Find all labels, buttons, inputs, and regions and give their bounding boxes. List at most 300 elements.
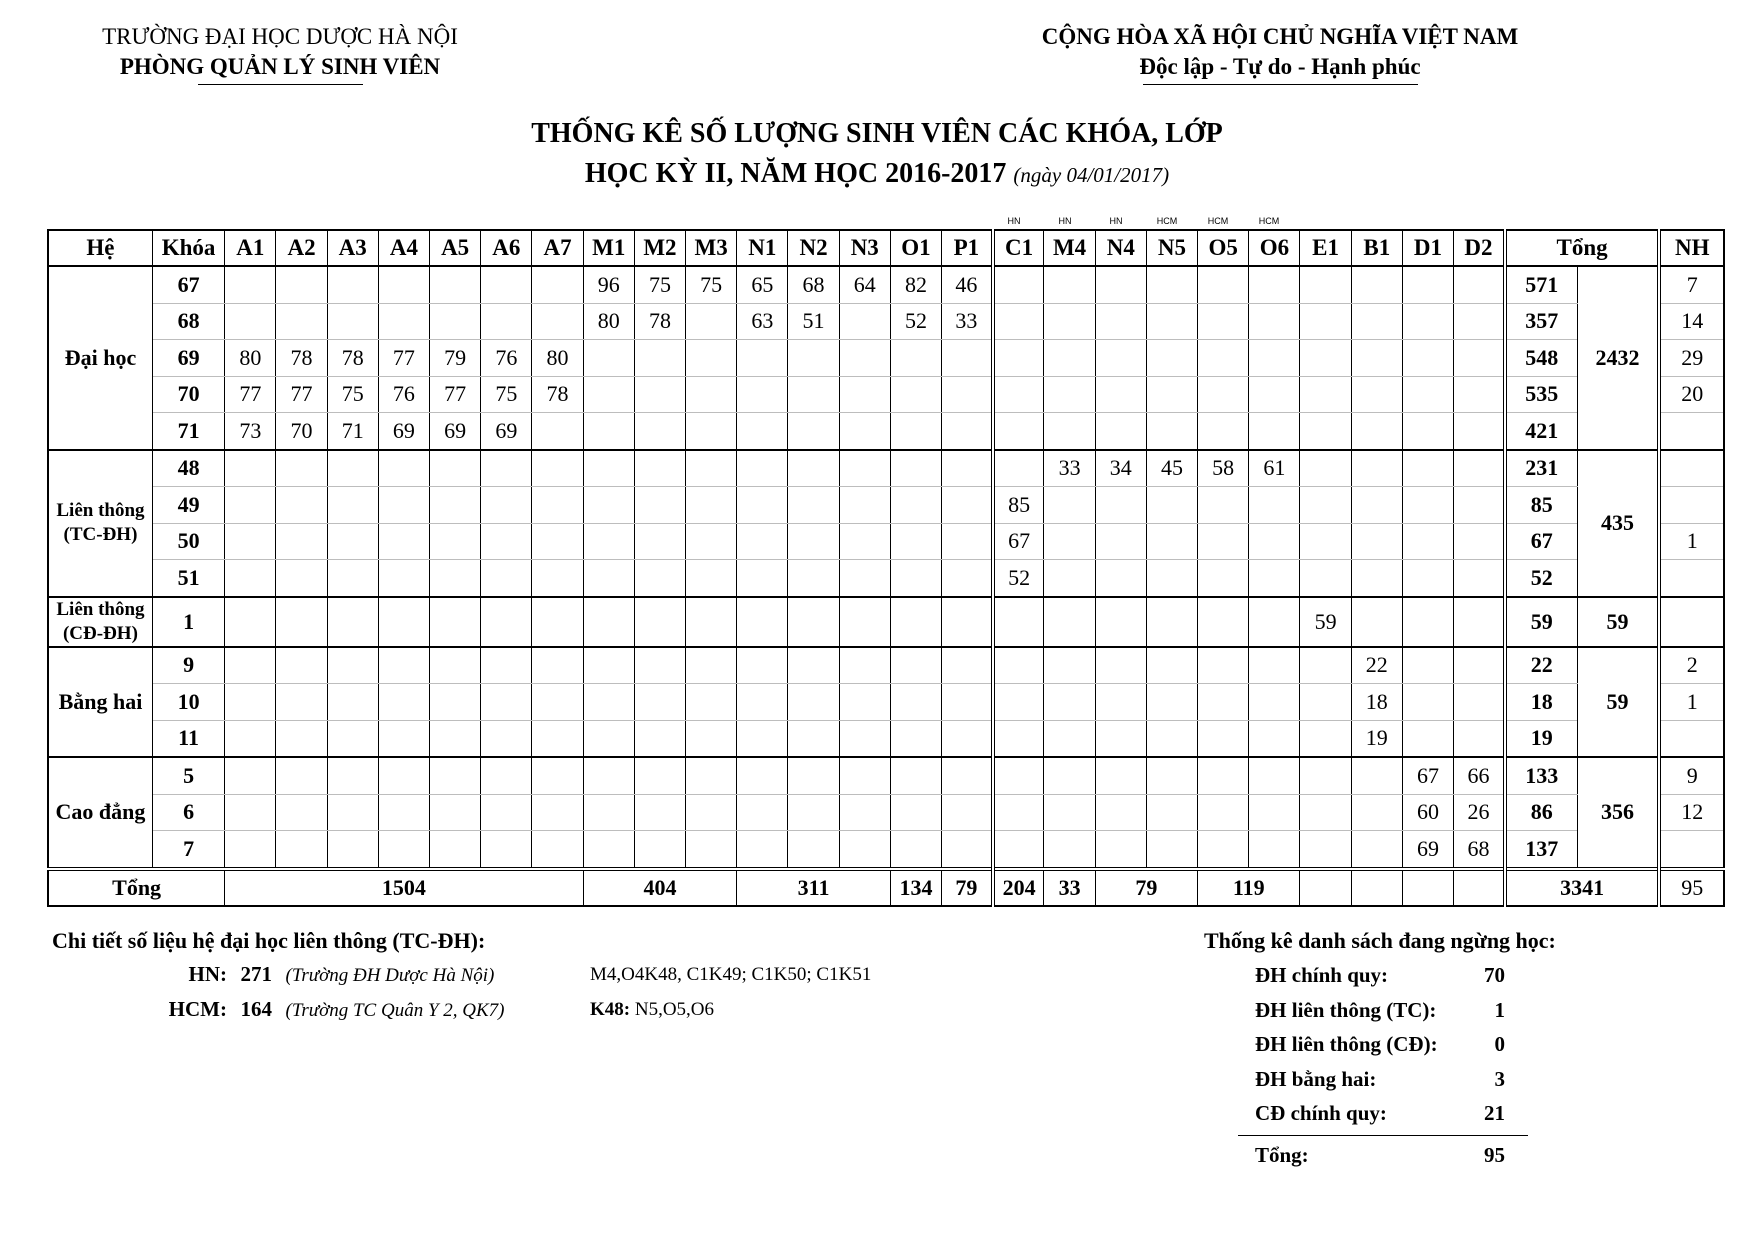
class-count-cell xyxy=(942,376,993,413)
class-count-cell: 65 xyxy=(737,266,788,303)
class-count-cell xyxy=(276,266,327,303)
class-count-cell xyxy=(1044,720,1095,757)
column-header: M4 xyxy=(1044,230,1095,266)
class-count-cell xyxy=(327,523,378,560)
class-count-cell xyxy=(788,720,839,757)
class-count-cell xyxy=(1198,523,1249,560)
class-count-cell xyxy=(225,303,276,340)
row-total-cell: 85 xyxy=(1505,487,1577,524)
class-count-cell xyxy=(378,523,429,560)
campus-label: HN xyxy=(1109,216,1123,226)
class-count-cell xyxy=(378,794,429,831)
class-count-cell xyxy=(1198,340,1249,377)
stopped-count-cell: 2 xyxy=(1659,647,1724,684)
class-count-cell xyxy=(1095,720,1146,757)
stopped-total-value: 95 xyxy=(1484,1143,1505,1167)
class-count-cell xyxy=(890,560,941,597)
class-count-cell xyxy=(481,597,532,647)
class-count-cell xyxy=(634,720,685,757)
column-header: N1 xyxy=(737,230,788,266)
class-count-cell xyxy=(1044,560,1095,597)
cohort-cell: 6 xyxy=(152,794,224,831)
stopped-value: 3 xyxy=(1494,1066,1505,1091)
class-count-cell xyxy=(532,794,583,831)
class-count-cell xyxy=(942,757,993,794)
stopped-value: 0 xyxy=(1494,1032,1505,1056)
table-header-row xyxy=(48,230,1724,266)
national-header xyxy=(990,22,1570,85)
class-count-cell xyxy=(686,560,737,597)
class-count-cell xyxy=(788,647,839,684)
class-count-cell xyxy=(430,757,481,794)
class-count-cell xyxy=(1300,794,1351,831)
class-count-cell xyxy=(1095,303,1146,340)
class-count-cell xyxy=(378,684,429,721)
class-count-cell xyxy=(890,831,941,869)
class-count-cell: 77 xyxy=(276,376,327,413)
table-row xyxy=(48,266,1724,303)
class-count-cell xyxy=(1146,720,1197,757)
table-row xyxy=(48,487,1724,524)
class-count-cell xyxy=(532,684,583,721)
class-count-cell xyxy=(634,376,685,413)
class-count-cell xyxy=(686,303,737,340)
column-header: O5 xyxy=(1198,230,1249,266)
class-count-cell xyxy=(276,303,327,340)
column-header: N3 xyxy=(839,230,890,266)
class-count-cell xyxy=(1198,794,1249,831)
column-header: Tổng xyxy=(1505,230,1660,266)
class-count-cell xyxy=(788,450,839,487)
class-count-cell xyxy=(1146,340,1197,377)
class-count-cell: 34 xyxy=(1095,450,1146,487)
class-count-cell xyxy=(276,523,327,560)
column-header: Khóa xyxy=(152,230,224,266)
class-count-cell xyxy=(1351,413,1402,450)
class-count-cell xyxy=(1198,597,1249,647)
class-count-cell: 61 xyxy=(1249,450,1300,487)
class-count-cell xyxy=(225,560,276,597)
class-count-cell xyxy=(839,757,890,794)
class-count-cell xyxy=(327,794,378,831)
class-count-cell xyxy=(737,340,788,377)
class-count-cell xyxy=(942,413,993,450)
class-count-cell xyxy=(686,831,737,869)
class-count-cell xyxy=(1198,303,1249,340)
stopped-count-cell: 29 xyxy=(1659,340,1724,377)
class-count-cell xyxy=(430,303,481,340)
class-count-cell xyxy=(993,757,1044,794)
class-count-cell xyxy=(942,794,993,831)
class-count-cell: 64 xyxy=(839,266,890,303)
class-count-cell xyxy=(1249,303,1300,340)
class-count-cell xyxy=(1402,266,1453,303)
total-empty-cell xyxy=(1454,869,1505,906)
column-header: A7 xyxy=(532,230,583,266)
class-count-cell xyxy=(1198,720,1249,757)
class-count-cell xyxy=(532,647,583,684)
table-row xyxy=(48,340,1724,377)
class-count-cell xyxy=(1351,794,1402,831)
class-count-cell xyxy=(634,523,685,560)
cohort-cell: 67 xyxy=(152,266,224,303)
notes-heading: Chi tiết số liệu hệ đại học liên thông (TC-ĐH): xyxy=(52,928,486,953)
class-count-cell xyxy=(583,413,634,450)
stopped-count-cell xyxy=(1659,831,1724,869)
class-count-cell xyxy=(942,450,993,487)
class-count-cell xyxy=(276,757,327,794)
column-header: C1 xyxy=(993,230,1044,266)
class-count-cell xyxy=(1402,523,1453,560)
class-count-cell: 68 xyxy=(1454,831,1505,869)
class-count-cell xyxy=(788,376,839,413)
program-type-cell: Đại học xyxy=(48,266,152,450)
class-count-cell xyxy=(788,523,839,560)
note-label: HCM: xyxy=(168,997,227,1021)
class-count-cell xyxy=(890,413,941,450)
class-count-cell xyxy=(378,597,429,647)
class-count-cell xyxy=(737,831,788,869)
column-header: A6 xyxy=(481,230,532,266)
class-count-cell xyxy=(890,450,941,487)
row-total-cell: 67 xyxy=(1505,523,1577,560)
class-count-cell xyxy=(481,720,532,757)
class-count-cell xyxy=(276,794,327,831)
class-count-cell xyxy=(1146,523,1197,560)
class-count-cell xyxy=(737,487,788,524)
class-count-cell xyxy=(583,450,634,487)
table-row xyxy=(48,413,1724,450)
class-count-cell: 52 xyxy=(890,303,941,340)
class-count-cell xyxy=(788,560,839,597)
class-count-cell xyxy=(1044,303,1095,340)
stopped-total xyxy=(1255,1143,1505,1168)
note-value: 271 xyxy=(240,962,272,986)
class-count-cell: 77 xyxy=(225,376,276,413)
column-header: N5 xyxy=(1146,230,1197,266)
class-count-cell xyxy=(993,597,1044,647)
class-count-cell xyxy=(839,340,890,377)
class-count-cell xyxy=(1454,376,1505,413)
class-count-cell: 68 xyxy=(788,266,839,303)
total-empty-cell xyxy=(1351,869,1402,906)
class-count-cell xyxy=(686,794,737,831)
class-count-cell: 33 xyxy=(942,303,993,340)
row-total-cell: 133 xyxy=(1505,757,1577,794)
class-count-cell xyxy=(1351,757,1402,794)
note-classes-hn: M4,O4K48, C1K49; C1K50; C1K51 xyxy=(590,964,872,985)
class-count-cell xyxy=(327,684,378,721)
class-count-cell xyxy=(942,684,993,721)
column-header: M3 xyxy=(686,230,737,266)
class-count-cell xyxy=(1044,794,1095,831)
column-header: A5 xyxy=(430,230,481,266)
class-count-cell: 80 xyxy=(532,340,583,377)
class-count-cell xyxy=(1402,684,1453,721)
class-count-cell xyxy=(481,794,532,831)
class-count-cell xyxy=(1300,560,1351,597)
class-count-cell xyxy=(1454,413,1505,450)
class-count-cell xyxy=(1198,757,1249,794)
total-n4-n5-cell: 79 xyxy=(1095,869,1197,906)
class-count-cell xyxy=(327,831,378,869)
class-count-cell xyxy=(430,647,481,684)
class-count-cell xyxy=(378,647,429,684)
class-count-cell xyxy=(788,413,839,450)
class-count-cell xyxy=(890,376,941,413)
class-count-cell xyxy=(1402,647,1453,684)
total-m4-cell: 33 xyxy=(1044,869,1095,906)
class-count-cell: 78 xyxy=(327,340,378,377)
class-count-cell xyxy=(839,647,890,684)
class-count-cell xyxy=(1198,684,1249,721)
class-count-cell xyxy=(1351,831,1402,869)
class-count-cell xyxy=(1249,487,1300,524)
column-header: N2 xyxy=(788,230,839,266)
class-count-cell: 70 xyxy=(276,413,327,450)
class-count-cell xyxy=(1198,413,1249,450)
note-value: 164 xyxy=(240,997,272,1021)
class-count-cell xyxy=(1300,340,1351,377)
class-count-cell xyxy=(993,720,1044,757)
cohort-cell: 70 xyxy=(152,376,224,413)
class-count-cell xyxy=(1044,376,1095,413)
class-count-cell xyxy=(583,560,634,597)
class-count-cell xyxy=(686,376,737,413)
column-header: D2 xyxy=(1454,230,1505,266)
class-count-cell xyxy=(327,720,378,757)
table-row xyxy=(48,523,1724,560)
class-count-cell xyxy=(839,413,890,450)
table-row xyxy=(48,560,1724,597)
class-count-cell xyxy=(1044,266,1095,303)
class-count-cell xyxy=(378,450,429,487)
cohort-cell: 50 xyxy=(152,523,224,560)
class-count-cell: 78 xyxy=(532,376,583,413)
class-count-cell xyxy=(1300,757,1351,794)
class-count-cell xyxy=(890,647,941,684)
class-count-cell xyxy=(532,831,583,869)
class-count-cell xyxy=(1249,794,1300,831)
class-count-cell xyxy=(737,450,788,487)
class-count-cell xyxy=(737,413,788,450)
underline xyxy=(1143,84,1418,85)
class-count-cell: 69 xyxy=(430,413,481,450)
class-count-cell xyxy=(378,757,429,794)
total-a-group-cell: 1504 xyxy=(225,869,583,906)
cohort-cell: 48 xyxy=(152,450,224,487)
class-count-cell xyxy=(839,523,890,560)
class-count-cell xyxy=(430,487,481,524)
class-count-cell xyxy=(737,597,788,647)
class-count-cell xyxy=(481,560,532,597)
class-count-cell xyxy=(1044,831,1095,869)
stopped-row xyxy=(1255,963,1505,988)
stopped-row xyxy=(1255,1067,1505,1092)
class-count-cell xyxy=(993,413,1044,450)
cohort-cell: 68 xyxy=(152,303,224,340)
class-count-cell: 71 xyxy=(327,413,378,450)
group-total-cell: 356 xyxy=(1577,757,1659,869)
stopped-label: ĐH bằng hai: xyxy=(1255,1066,1377,1091)
class-count-cell xyxy=(942,340,993,377)
class-count-cell xyxy=(1146,684,1197,721)
class-count-cell xyxy=(276,647,327,684)
country-name: CỘNG HÒA XÃ HỘI CHỦ NGHĨA VIỆT NAM xyxy=(1041,24,1519,49)
class-count-cell xyxy=(378,303,429,340)
class-count-cell: 33 xyxy=(1044,450,1095,487)
class-count-cell xyxy=(276,487,327,524)
class-count-cell xyxy=(1146,831,1197,869)
stopped-count-cell: 12 xyxy=(1659,794,1724,831)
campus-label: HN xyxy=(1007,216,1021,226)
stopped-count-cell: 14 xyxy=(1659,303,1724,340)
column-header: O1 xyxy=(890,230,941,266)
class-count-cell: 52 xyxy=(993,560,1044,597)
school-header xyxy=(40,22,520,85)
class-count-cell xyxy=(1454,684,1505,721)
class-count-cell xyxy=(1146,597,1197,647)
cohort-cell: 69 xyxy=(152,340,224,377)
class-count-cell xyxy=(1351,523,1402,560)
class-count-cell xyxy=(276,720,327,757)
total-o5-o6-cell: 119 xyxy=(1198,869,1300,906)
class-count-cell xyxy=(1249,266,1300,303)
row-total-cell: 59 xyxy=(1505,597,1577,647)
class-count-cell xyxy=(890,523,941,560)
class-count-cell xyxy=(1249,757,1300,794)
class-count-cell xyxy=(1095,647,1146,684)
class-count-cell xyxy=(1249,413,1300,450)
class-count-cell xyxy=(942,647,993,684)
class-count-cell: 63 xyxy=(737,303,788,340)
total-n-group-cell: 311 xyxy=(737,869,891,906)
class-count-cell xyxy=(993,340,1044,377)
class-count-cell xyxy=(1095,560,1146,597)
column-header: O6 xyxy=(1249,230,1300,266)
class-count-cell xyxy=(1198,266,1249,303)
stopped-value: 70 xyxy=(1484,963,1505,987)
class-count-cell xyxy=(1095,794,1146,831)
class-count-cell xyxy=(1249,597,1300,647)
class-count-cell xyxy=(788,684,839,721)
row-total-cell: 548 xyxy=(1505,340,1577,377)
table-row xyxy=(48,684,1724,721)
class-count-cell xyxy=(327,266,378,303)
class-count-cell: 77 xyxy=(378,340,429,377)
stopped-label: ĐH liên thông (TC): xyxy=(1255,997,1437,1022)
class-count-cell xyxy=(1146,647,1197,684)
document-subtitle xyxy=(0,158,1754,190)
total-grand-total-cell: 3341 xyxy=(1505,869,1660,906)
cohort-cell: 9 xyxy=(152,647,224,684)
class-count-cell xyxy=(686,487,737,524)
group-total-cell: 59 xyxy=(1577,647,1659,758)
stopped-count-cell xyxy=(1659,720,1724,757)
class-count-cell xyxy=(225,597,276,647)
class-count-cell xyxy=(686,684,737,721)
total-c1-cell: 204 xyxy=(993,869,1044,906)
class-count-cell xyxy=(1300,720,1351,757)
class-count-cell xyxy=(225,831,276,869)
class-count-cell xyxy=(1351,303,1402,340)
class-count-cell xyxy=(1249,684,1300,721)
cohort-cell: 7 xyxy=(152,831,224,869)
class-count-cell xyxy=(839,597,890,647)
class-count-cell xyxy=(839,684,890,721)
class-count-cell xyxy=(1249,720,1300,757)
stopped-count-cell xyxy=(1659,560,1724,597)
class-count-cell xyxy=(839,560,890,597)
class-count-cell xyxy=(686,413,737,450)
row-total-cell: 535 xyxy=(1505,376,1577,413)
class-count-cell xyxy=(1044,597,1095,647)
class-count-cell xyxy=(737,647,788,684)
class-count-cell xyxy=(839,831,890,869)
class-count-cell xyxy=(1198,560,1249,597)
class-count-cell xyxy=(1044,487,1095,524)
table-row xyxy=(48,303,1724,340)
note-desc: (Trường ĐH Dược Hà Nội) xyxy=(285,965,495,986)
class-count-cell xyxy=(481,266,532,303)
column-header: B1 xyxy=(1351,230,1402,266)
class-count-cell xyxy=(890,340,941,377)
column-header: A4 xyxy=(378,230,429,266)
class-count-cell xyxy=(1351,560,1402,597)
class-count-cell xyxy=(993,647,1044,684)
class-count-cell xyxy=(890,757,941,794)
class-count-cell xyxy=(1249,560,1300,597)
class-count-cell xyxy=(1454,266,1505,303)
total-p1-cell: 79 xyxy=(942,869,993,906)
semester-label: HỌC KỲ II, NĂM HỌC 2016-2017 xyxy=(584,158,1007,189)
class-count-cell xyxy=(481,450,532,487)
class-count-cell xyxy=(430,831,481,869)
column-header: N4 xyxy=(1095,230,1146,266)
class-count-cell xyxy=(532,523,583,560)
class-count-cell xyxy=(1095,597,1146,647)
stopped-row xyxy=(1255,1101,1505,1126)
class-count-cell xyxy=(276,560,327,597)
class-count-cell xyxy=(378,831,429,869)
class-count-cell: 51 xyxy=(788,303,839,340)
document-title: THỐNG KÊ SỐ LƯỢNG SINH VIÊN CÁC KHÓA, LỚP xyxy=(531,118,1223,149)
class-count-cell xyxy=(1095,684,1146,721)
class-count-cell xyxy=(839,487,890,524)
class-count-cell xyxy=(1146,266,1197,303)
stopped-heading: Thống kê danh sách đang ngừng học: xyxy=(1204,928,1556,953)
class-count-cell xyxy=(1249,340,1300,377)
class-count-cell xyxy=(583,757,634,794)
class-count-cell xyxy=(1146,794,1197,831)
table-row xyxy=(48,757,1724,794)
underline xyxy=(198,84,363,85)
class-count-cell xyxy=(430,684,481,721)
class-count-cell xyxy=(1402,450,1453,487)
class-count-cell xyxy=(225,487,276,524)
class-count-cell xyxy=(430,266,481,303)
class-count-cell xyxy=(583,684,634,721)
column-header: NH xyxy=(1659,230,1724,266)
class-count-cell xyxy=(1198,376,1249,413)
class-count-cell xyxy=(1044,647,1095,684)
class-count-cell xyxy=(1095,831,1146,869)
class-count-cell xyxy=(532,266,583,303)
class-count-cell xyxy=(430,450,481,487)
class-count-cell xyxy=(481,647,532,684)
class-count-cell xyxy=(1249,376,1300,413)
class-count-cell xyxy=(1095,266,1146,303)
